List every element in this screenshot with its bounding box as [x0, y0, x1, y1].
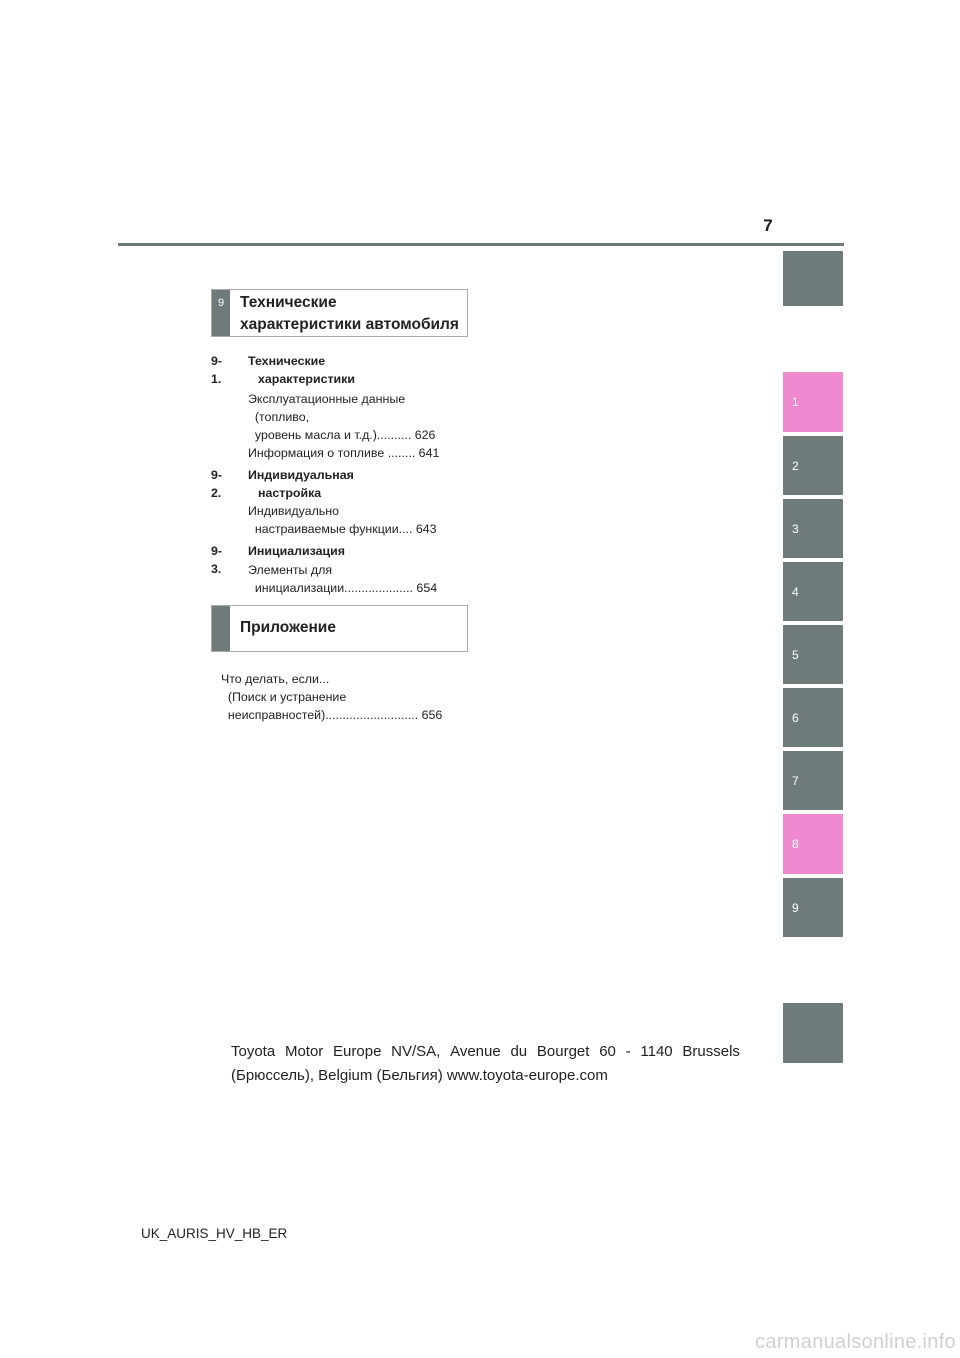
side-tab-1[interactable]	[783, 372, 843, 432]
chapter-number-strip: 9	[212, 290, 230, 336]
side-tab-label: 2	[792, 458, 799, 473]
header-rule	[118, 243, 844, 246]
side-tab-3[interactable]	[783, 499, 843, 558]
chapter-title-line2: характеристики автомобиля	[240, 316, 459, 333]
toc-entry[interactable]: Информация о топливе ........ 641	[248, 446, 440, 460]
side-tab-9[interactable]	[783, 878, 843, 937]
toc-entry[interactable]: Что делать, если... (Поиск и устранение неисправностей)........................... 656	[221, 672, 443, 722]
side-tab-2[interactable]	[783, 436, 843, 495]
section-number: 9-3.	[211, 544, 223, 576]
side-tab-5[interactable]	[783, 625, 843, 684]
section-number: 9-1.	[211, 354, 223, 386]
side-tab-blank-bottom[interactable]	[783, 1003, 843, 1063]
appendix-header	[211, 605, 468, 652]
address-line1: Toyota Motor Europe NV/SA, Avenue du Bourget 60 - 1140 Brussels	[231, 1043, 740, 1060]
toc-entry[interactable]: Эксплуатационные данные (топливо, уровень масла и т.д.).......... 626	[248, 392, 436, 442]
side-tab-label: 1	[792, 395, 799, 409]
side-tab-8[interactable]	[783, 814, 843, 874]
watermark: carmanualsonline.info	[755, 1331, 956, 1353]
side-tab-4[interactable]	[783, 562, 843, 621]
chapter-title-line1: Технические	[240, 294, 337, 311]
section-title[interactable]: Индивидуальная	[248, 468, 354, 482]
address-line2: (Брюссель), Belgium (Бельгия) www.toyota-europe.com	[231, 1067, 608, 1084]
section-title-cont[interactable]: настройка	[258, 486, 322, 500]
chapter-title	[240, 292, 461, 336]
manufacturer-address	[231, 1040, 740, 1088]
side-tab-6[interactable]	[783, 688, 843, 747]
appendix-title: Приложение	[240, 619, 336, 636]
side-tab-label: 6	[792, 710, 799, 725]
document-id: UK_AURIS_HV_HB_ER	[141, 1226, 288, 1241]
page-number: 7	[763, 216, 773, 235]
section-title[interactable]: Технические	[248, 354, 326, 368]
section-number: 9-2.	[211, 468, 223, 500]
side-tab-label: 7	[792, 773, 799, 788]
toc-entry[interactable]: Элементы для инициализации.................... 654	[248, 563, 438, 595]
appendix-strip	[212, 606, 230, 651]
side-tab-blank-top[interactable]	[783, 251, 843, 306]
side-tab-label: 8	[792, 837, 799, 851]
toc-entry[interactable]: Индивидуально настраиваемые функции.... 643	[248, 504, 437, 536]
side-tab-label: 4	[792, 584, 799, 599]
section-title[interactable]: Инициализация	[248, 544, 345, 558]
side-tab-label: 3	[792, 521, 799, 536]
side-tab-label: 5	[792, 647, 799, 662]
side-tab-label: 9	[792, 900, 799, 915]
chapter-9-header	[211, 289, 468, 337]
section-title-cont[interactable]: характеристики	[258, 372, 355, 386]
side-tab-7[interactable]	[783, 751, 843, 810]
